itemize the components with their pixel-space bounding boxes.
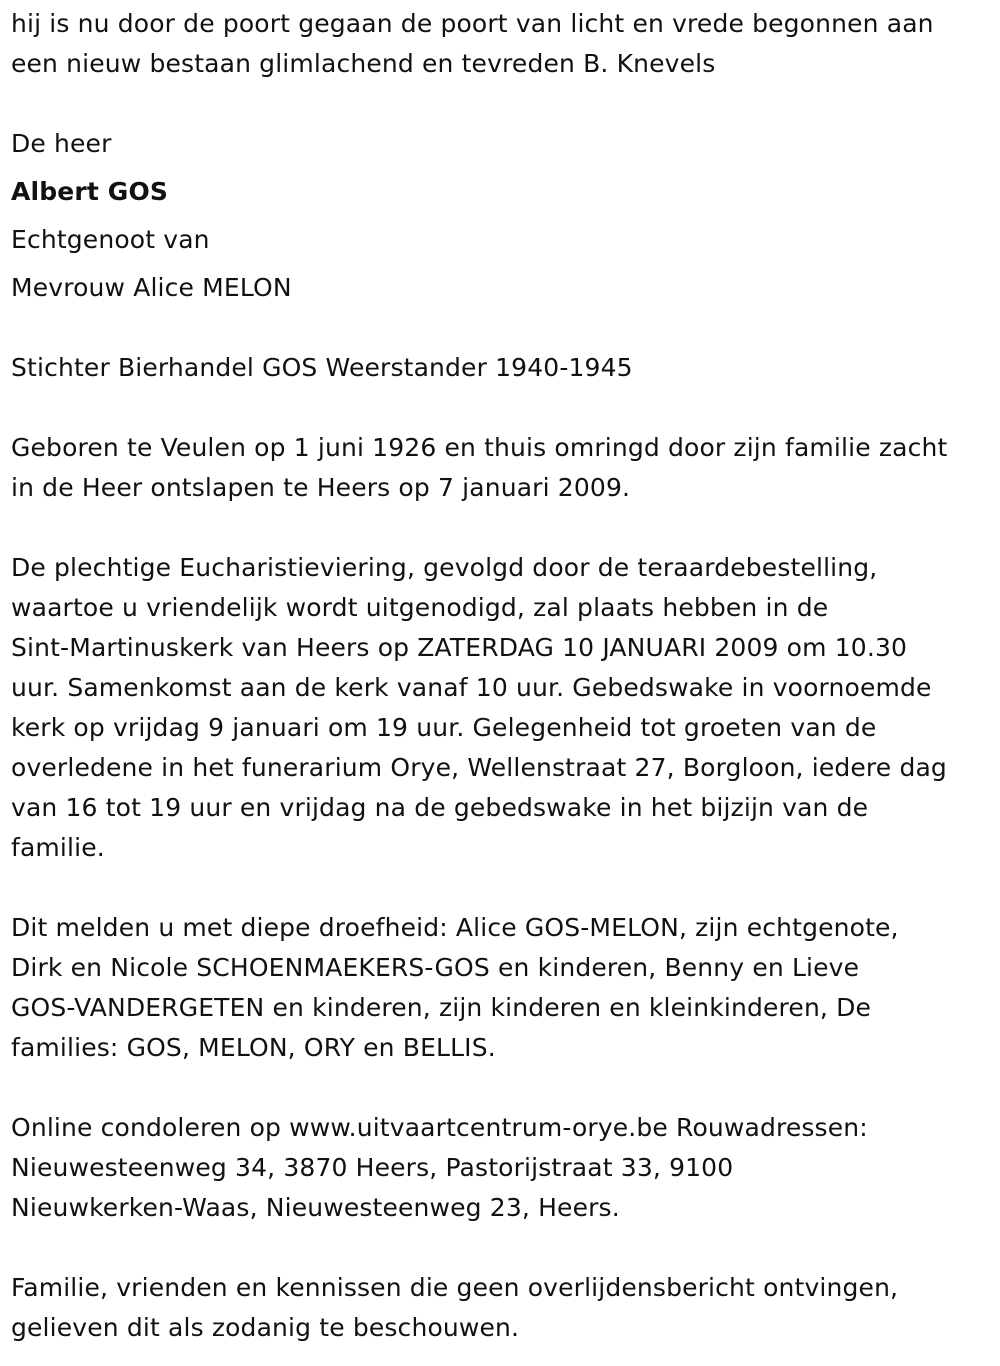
obituary-notice — [11, 4, 996, 1348]
deceased-name: Albert GOS — [11, 177, 169, 206]
announcers-text: Dit melden u met diepe droefheid: Alice GOS-MELON, zijn echtgenote, Dirk en Nicole SCHOENMAEKERS-GOS en kinderen, Benny en Lieve GOS-VANDERGETEN en kinderen, zijn kinderen en kleinkinderen, De families: GOS, MELON, ORY en BELLIS. — [11, 913, 899, 1062]
relation-label: Echtgenoot van — [11, 225, 210, 254]
birth-death-text: Geboren te Veulen op 1 juni 1926 en thuis omringd door zijn familie zacht in de Heer ontslapen te Heers op 7 januari 2009. — [11, 433, 948, 502]
titles-text: Stichter Bierhandel GOS Weerstander 1940-1945 — [11, 353, 633, 382]
ceremony-text: De plechtige Eucharistieviering, gevolgd door de teraardebestelling, waartoe u vriendelijk wordt uitgenodigd, zal plaats hebben in de Sint-Martinuskerk van Heers op ZATERDAG 10 JANUARI 2009 om 10.30 uur. Samenkomst aan de kerk vanaf 10 uur. Gebedswake in voornoemde kerk op vrijdag 9 januari om 19 uur. Gelegenheid tot groeten van de overledene in het funerarium Orye, Wellenstraat 27, Borgloon, iedere dag van 16 tot 19 uur en vrijdag na de gebedswake in het bijzijn van de familie. — [11, 553, 947, 862]
salutation: De heer — [11, 129, 112, 158]
spouse-name: Mevrouw Alice MELON — [11, 273, 292, 302]
closing-text: Familie, vrienden en kennissen die geen overlijdensbericht ontvingen, gelieven dit als zodanig te beschouwen. — [11, 1273, 899, 1342]
poem-text: hij is nu door de poort gegaan de poort van licht en vrede begonnen aan een nieuw bestaan glimlachend en tevreden B. Knevels — [11, 9, 934, 78]
condolences-text: Online condoleren op www.uitvaartcentrum-orye.be Rouwadressen: Nieuwesteenweg 34, 3870 Heers, Pastorijstraat 33, 9100 Nieuwkerken-Waas, Nieuwesteenweg 23, Heers. — [11, 1113, 868, 1222]
